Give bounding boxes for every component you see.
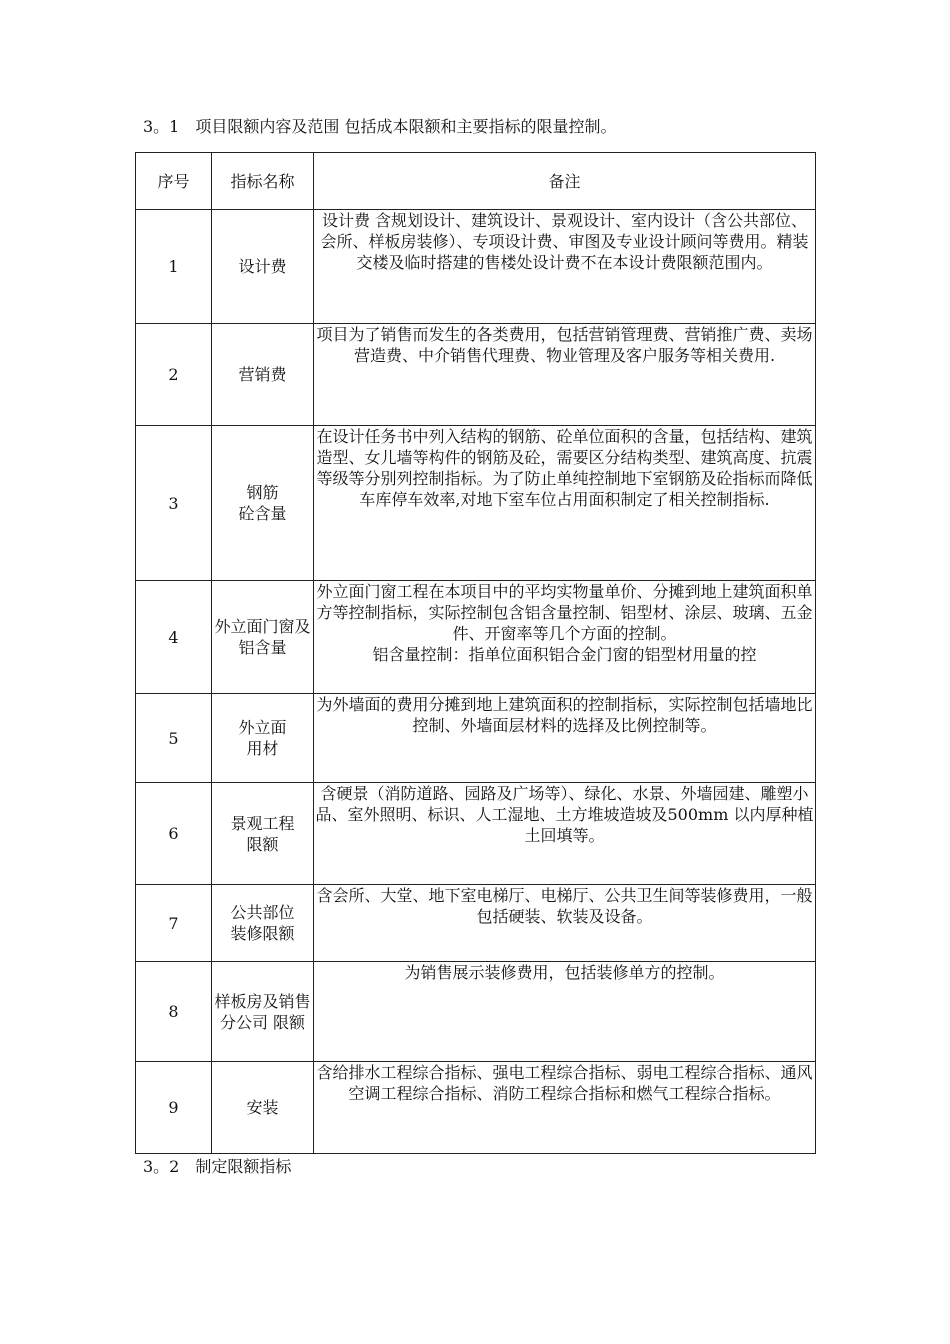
row-number: 9 xyxy=(136,1062,212,1154)
indicator-remark xyxy=(314,962,816,1062)
indicator-remark xyxy=(314,783,816,885)
remark-text: 设计费 含规划设计、建筑设计、景观设计、室内设计（含公共部位、会所、样板房装修）、专项设计费、审图及专业设计顾问等费用。精装交楼及临时搭建的售楼处设计费不在本设计费限额范围内。 xyxy=(320,211,809,272)
remark-text: 项目为了销售而发生的各类费用，包括营销管理费、营销推广费、卖场营造费、中介销售代理费、物业管理及客户服务等相关费用. xyxy=(316,325,813,365)
remark-text: 含会所、大堂、地下室电梯厅、电梯厅、公共卫生间等装修费用，一般包括硬装、软装及设备。 xyxy=(316,886,813,926)
remark-text: 含硬景（消防道路、园路及广场等）、绿化、水景、外墙园建、雕塑小品、室外照明、标识、人工湿地、土方堆坡造坡及500mm 以内厚种植土回填等。 xyxy=(315,784,814,845)
row-number: 8 xyxy=(136,962,212,1062)
remark-text: 外立面门窗工程在本项目中的平均实物量单价、分摊到地上建筑面积单方等控制指标，实际控制包含铝含量控制、铝型材、涂层、玻璃、五金件、开窗率等几个方面的控制。 铝含量控制：指单位面积铝合金门窗的铝型材用量的控 xyxy=(316,582,813,664)
row-number: 4 xyxy=(136,581,212,694)
table-row xyxy=(136,1062,816,1154)
row-number: 1 xyxy=(136,210,212,324)
indicator-name: 公共部位 装修限额 xyxy=(212,885,314,962)
indicator-name: 安装 xyxy=(212,1062,314,1154)
remark-text: 在设计任务书中列入结构的钢筋、砼单位面积的含量，包括结构、建筑造型、女儿墙等构件的钢筋及砼，需要区分结构类型、建筑高度、抗震等级等分别列控制指标。为了防止单纯控制地下室钢筋及砼指标而降低车库停车效率,对地下室车位占用面积制定了相关控制指标. xyxy=(316,427,813,509)
row-number: 5 xyxy=(136,694,212,783)
table-row xyxy=(136,426,816,581)
indicator-remark xyxy=(314,210,816,324)
remark-text: 含给排水工程综合指标、强电工程综合指标、弱电工程综合指标、通风空调工程综合指标、消防工程综合指标和燃气工程综合指标。 xyxy=(316,1063,813,1103)
indicator-name: 外立面 用材 xyxy=(212,694,314,783)
table-row xyxy=(136,962,816,1062)
table-row xyxy=(136,324,816,426)
indicator-remark xyxy=(314,426,816,581)
indicator-remark xyxy=(314,1062,816,1154)
header-serial-number: 序号 xyxy=(136,153,212,210)
table-row xyxy=(136,783,816,885)
section-heading-3-2: 3。2 制定限额指标 xyxy=(143,1157,292,1176)
table-row xyxy=(136,210,816,324)
row-number: 2 xyxy=(136,324,212,426)
indicator-remark xyxy=(314,324,816,426)
indicator-name: 样板房及销售分公司 限额 xyxy=(212,962,314,1062)
header-remarks: 备注 xyxy=(314,153,816,210)
indicator-name: 设计费 xyxy=(212,210,314,324)
remark-text: 为外墙面的费用分摊到地上建筑面积的控制指标，实际控制包括墙地比控制、外墙面层材料的选择及比例控制等。 xyxy=(316,695,813,735)
row-number: 6 xyxy=(136,783,212,885)
remark-text: 为销售展示装修费用，包括装修单方的控制。 xyxy=(404,963,725,982)
indicator-name: 外立面门窗及 铝含量 xyxy=(212,581,314,694)
table-row xyxy=(136,885,816,962)
header-indicator-name: 指标名称 xyxy=(212,153,314,210)
indicator-name: 景观工程 限额 xyxy=(212,783,314,885)
table-row xyxy=(136,694,816,783)
table-header-row xyxy=(136,153,816,210)
indicator-remark xyxy=(314,694,816,783)
section-heading-3-1: 3。1 项目限额内容及范围 包括成本限额和主要指标的限量控制。 xyxy=(143,117,617,136)
row-number: 7 xyxy=(136,885,212,962)
limit-items-table xyxy=(135,152,816,1154)
indicator-remark xyxy=(314,885,816,962)
indicator-name: 营销费 xyxy=(212,324,314,426)
indicator-name: 钢筋 砼含量 xyxy=(212,426,314,581)
table-row xyxy=(136,581,816,694)
indicator-remark xyxy=(314,581,816,694)
row-number: 3 xyxy=(136,426,212,581)
